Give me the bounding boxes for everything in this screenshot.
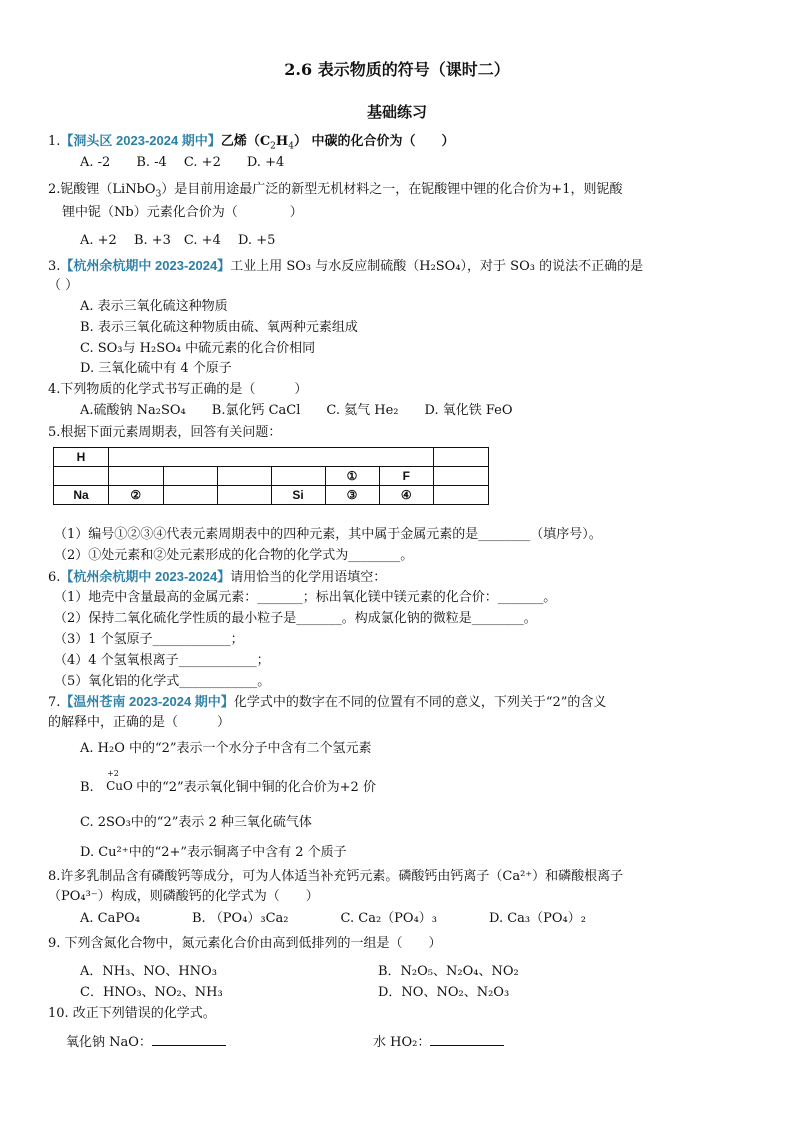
- question-6-source: 【杭州余杭期中 2023-2024】: [60, 569, 231, 584]
- question-6-line-3: （3）1 个氢原子____________；: [54, 632, 244, 647]
- periodic-cell: [109, 448, 164, 467]
- question-6-line-5: （5）氧化铝的化学式____________。: [54, 674, 271, 689]
- periodic-cell: [434, 486, 489, 505]
- question-5-sub-1: （1）编号①②③④代表元素周期表中的四种元素，其中属于金属元素的是________（填序号）。: [54, 527, 602, 542]
- question-7-stem: 7.【温州苍南 2023-2024 期中】化学式中的数字在不同的位置有不同的意义，下列关于“2”的含义: [48, 694, 607, 710]
- question-7-source: 【温州苍南 2023-2024 期中】: [60, 694, 234, 709]
- periodic-cell: ②: [109, 486, 164, 505]
- question-10-item-2: 水 HO₂：: [373, 1033, 504, 1051]
- question-8-line-2: （PO₄³⁻）构成，则磷酸钙的化学式为（ ）: [48, 889, 319, 904]
- question-6-line-4: （4）4 个氢氧根离子____________；: [54, 653, 270, 668]
- question-7-option-c: C. 2SO₃中的“2”表示 2 种三氧化硫气体: [80, 815, 312, 830]
- periodic-cell: ①: [325, 467, 379, 486]
- periodic-cell: [163, 486, 217, 505]
- periodic-cell: F: [379, 467, 434, 486]
- periodic-cell: [109, 467, 164, 486]
- question-9-option-a: A．NH₃、NO、HNO₃: [80, 964, 217, 979]
- question-10-item-1: 氧化钠 NaO：: [66, 1033, 226, 1051]
- periodic-table: [53, 447, 489, 505]
- periodic-cell: ③: [325, 486, 379, 505]
- question-9-option-b: B．N₂O₅、N₂O₄、NO₂: [378, 964, 519, 979]
- section-subtitle: 基础练习: [366, 103, 427, 121]
- question-5-sub-2: （2）①处元素和②处元素形成的化合物的化学式为________。: [54, 548, 414, 563]
- periodic-cell: [217, 467, 271, 486]
- periodic-cell: Si: [271, 486, 325, 505]
- periodic-cell: [163, 467, 217, 486]
- periodic-cell: H: [54, 448, 109, 467]
- question-3-option-a: A. 表示三氧化硫这种物质: [80, 299, 228, 314]
- question-5-stem: 5.根据下面元素周期表，回答有关问题：: [48, 425, 282, 440]
- periodic-cell: [217, 486, 271, 505]
- question-6-line-1: （1）地壳中含量最高的金属元素：_______；标出氧化镁中镁元素的化合价：_______。: [54, 590, 557, 605]
- periodic-cell: [271, 448, 325, 467]
- question-9-option-d: D．NO、NO₂、N₂O₃: [378, 985, 510, 1000]
- question-3-stem-continued: （ ）: [48, 278, 79, 293]
- periodic-cell: [434, 448, 489, 467]
- periodic-cell: ④: [379, 486, 434, 505]
- question-9-stem: 9. 下列含氮化合物中，氮元素化合价由高到低排列的一组是（ ）: [48, 936, 442, 951]
- periodic-table-row: [54, 486, 489, 505]
- periodic-cell: [54, 467, 109, 486]
- question-9-option-c: C．HNO₃、NO₂、NH₃: [80, 985, 223, 1000]
- copper-oxide-formula: +2 CuO: [106, 769, 133, 793]
- periodic-table-row: [54, 467, 489, 486]
- periodic-cell: [379, 448, 434, 467]
- question-7-stem-continued: 的解释中，正确的是（ ）: [48, 715, 231, 730]
- periodic-cell: [217, 448, 271, 467]
- periodic-table-row: [54, 448, 489, 467]
- periodic-cell: [325, 448, 379, 467]
- question-4-stem: 4.下列物质的化学式书写正确的是（ ）: [48, 382, 308, 397]
- periodic-cell: [271, 467, 325, 486]
- question-3-option-c: C. SO₃与 H₂SO₄ 中硫元素的化合价相同: [80, 341, 316, 356]
- question-7-option-a: A. H₂O 中的“2”表示一个水分子中含有二个氢元素: [80, 741, 372, 756]
- question-8-line-1: 8.许多乳制品含有磷酸钙等成分，可为人体适当补充钙元素。磷酸钙由钙离子（Ca²⁺）和磷酸根离子: [48, 869, 624, 884]
- periodic-cell: Na: [54, 486, 109, 505]
- question-7-option-b: B. +2 CuO 中的“2”表示氧化铜中铜的化合价为+2 价: [80, 769, 376, 795]
- question-1-stem: 1.【洞头区 2023-2024 期中】乙烯$(C_2H_4)$ 中碳的化合价为（ ）: [48, 133, 455, 152]
- question-3-option-b: B. 表示三氧化硫这种物质由硫、氧两种元素组成: [80, 320, 358, 335]
- page-title: 2.6 表示物质的符号（课时二）: [284, 60, 510, 79]
- question-6-line-2: （2）保持二氧化硫化学性质的最小粒子是_______。构成氯化钠的微粒是________。: [54, 611, 537, 626]
- question-3-option-d: D. 三氧化硫中有 4 个原子: [80, 361, 232, 376]
- question-1-options: A. -2 B. -4 C. +2 D. +4: [80, 155, 285, 170]
- question-3-source: 【杭州余杭期中 2023-2024】: [60, 258, 231, 273]
- question-4-options: A.硫酸钠 Na₂SO₄ B.氯化钙 CaCl C. 氦气 He₂ D. 氧化铁 FeO: [80, 403, 513, 418]
- periodic-cell: [434, 467, 489, 486]
- question-6-stem: 6.【杭州余杭期中 2023-2024】请用恰当的化学用语填空：: [48, 569, 387, 585]
- answer-blank[interactable]: [430, 1033, 504, 1046]
- question-1-source: 【洞头区 2023-2024 期中】: [60, 133, 221, 148]
- periodic-cell: [163, 448, 217, 467]
- question-3-stem: 3.【杭州余杭期中 2023-2024】工业上用 SO₃ 与水反应制硫酸（H₂SO₄），对于 SO₃ 的说法不正确的是: [48, 258, 644, 274]
- question-8-options: A. CaPO₄ B. （PO₄）₃Ca₂ C. Ca₂（PO₄）₃ D. Ca₃（PO₄）₂: [80, 911, 586, 926]
- question-2-options: A. +2 B. +3 C. +4 D. +5: [80, 233, 276, 248]
- question-2-line-1: 2.铌酸锂（LiNbO$_3$）是目前用途最广泛的新型无机材料之一，在铌酸锂中锂的化合价为+1，则铌酸: [48, 182, 623, 200]
- question-2-line-2: 锂中铌（Nb）元素化合价为（ ）: [62, 205, 303, 220]
- question-7-option-d: D. Cu²⁺中的“2+”表示铜离子中含有 2 个质子: [80, 845, 347, 860]
- answer-blank[interactable]: [152, 1033, 226, 1046]
- question-10-stem: 10. 改正下列错误的化学式。: [48, 1006, 216, 1021]
